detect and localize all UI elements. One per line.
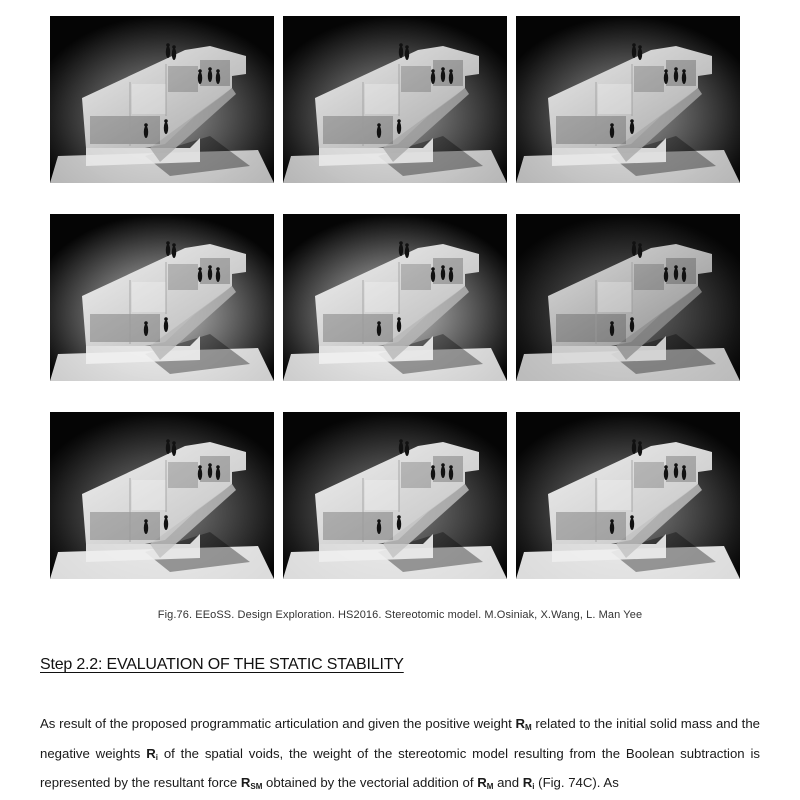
model-drawing — [516, 412, 740, 579]
photo-grid — [50, 16, 740, 579]
model-photo-4 — [50, 214, 274, 381]
paragraph-text-5: and — [493, 775, 523, 790]
model-drawing — [50, 412, 274, 579]
paragraph-text-2: related to the initial solid mass and the negative weights — [40, 716, 761, 761]
paragraph-text-4: obtained by the vectorial addition of — [262, 775, 478, 790]
symbol-ri: $R_i$ — [146, 745, 158, 762]
model-photo-7 — [50, 412, 274, 579]
model-drawing — [283, 214, 507, 381]
section-heading: Step 2.2: EVALUATION OF THE STATIC STABILITY — [40, 656, 404, 673]
paragraph-text-6: (Fig. 74C). As — [534, 775, 619, 790]
symbol-rm: $R_M$ — [515, 716, 532, 732]
model-drawing — [516, 214, 740, 381]
model-drawing — [283, 16, 507, 183]
figure-caption: Fig.76. EEoSS. Design Exploration. HS2016. Stereotomic model. M.Osiniak, X.Wang, L. Man Yee — [157, 609, 643, 621]
model-photo-6 — [516, 214, 740, 381]
model-drawing — [516, 16, 740, 183]
symbol-rsm: $R_{SM}$ — [240, 775, 263, 791]
model-drawing — [50, 16, 274, 183]
model-photo-9 — [516, 412, 740, 579]
model-photo-5 — [283, 214, 507, 381]
symbol-ri-2: $R_i$ — [522, 775, 535, 791]
paragraph-text-3: of the spatial voids, the weight of the stereotomic model resulting from the Boolean subtraction is represented by the resultant force — [40, 745, 760, 790]
model-drawing — [50, 214, 274, 381]
model-photo-8 — [283, 412, 507, 579]
model-photo-3 — [516, 16, 740, 183]
body-paragraph — [40, 711, 760, 800]
model-photo-1 — [50, 16, 274, 183]
model-drawing — [283, 412, 507, 579]
model-photo-2 — [283, 16, 507, 183]
symbol-rm-2: $R_M$ — [477, 775, 494, 791]
paragraph-text-1: As result of the proposed programmatic articulation and given the positive weight — [40, 716, 516, 731]
